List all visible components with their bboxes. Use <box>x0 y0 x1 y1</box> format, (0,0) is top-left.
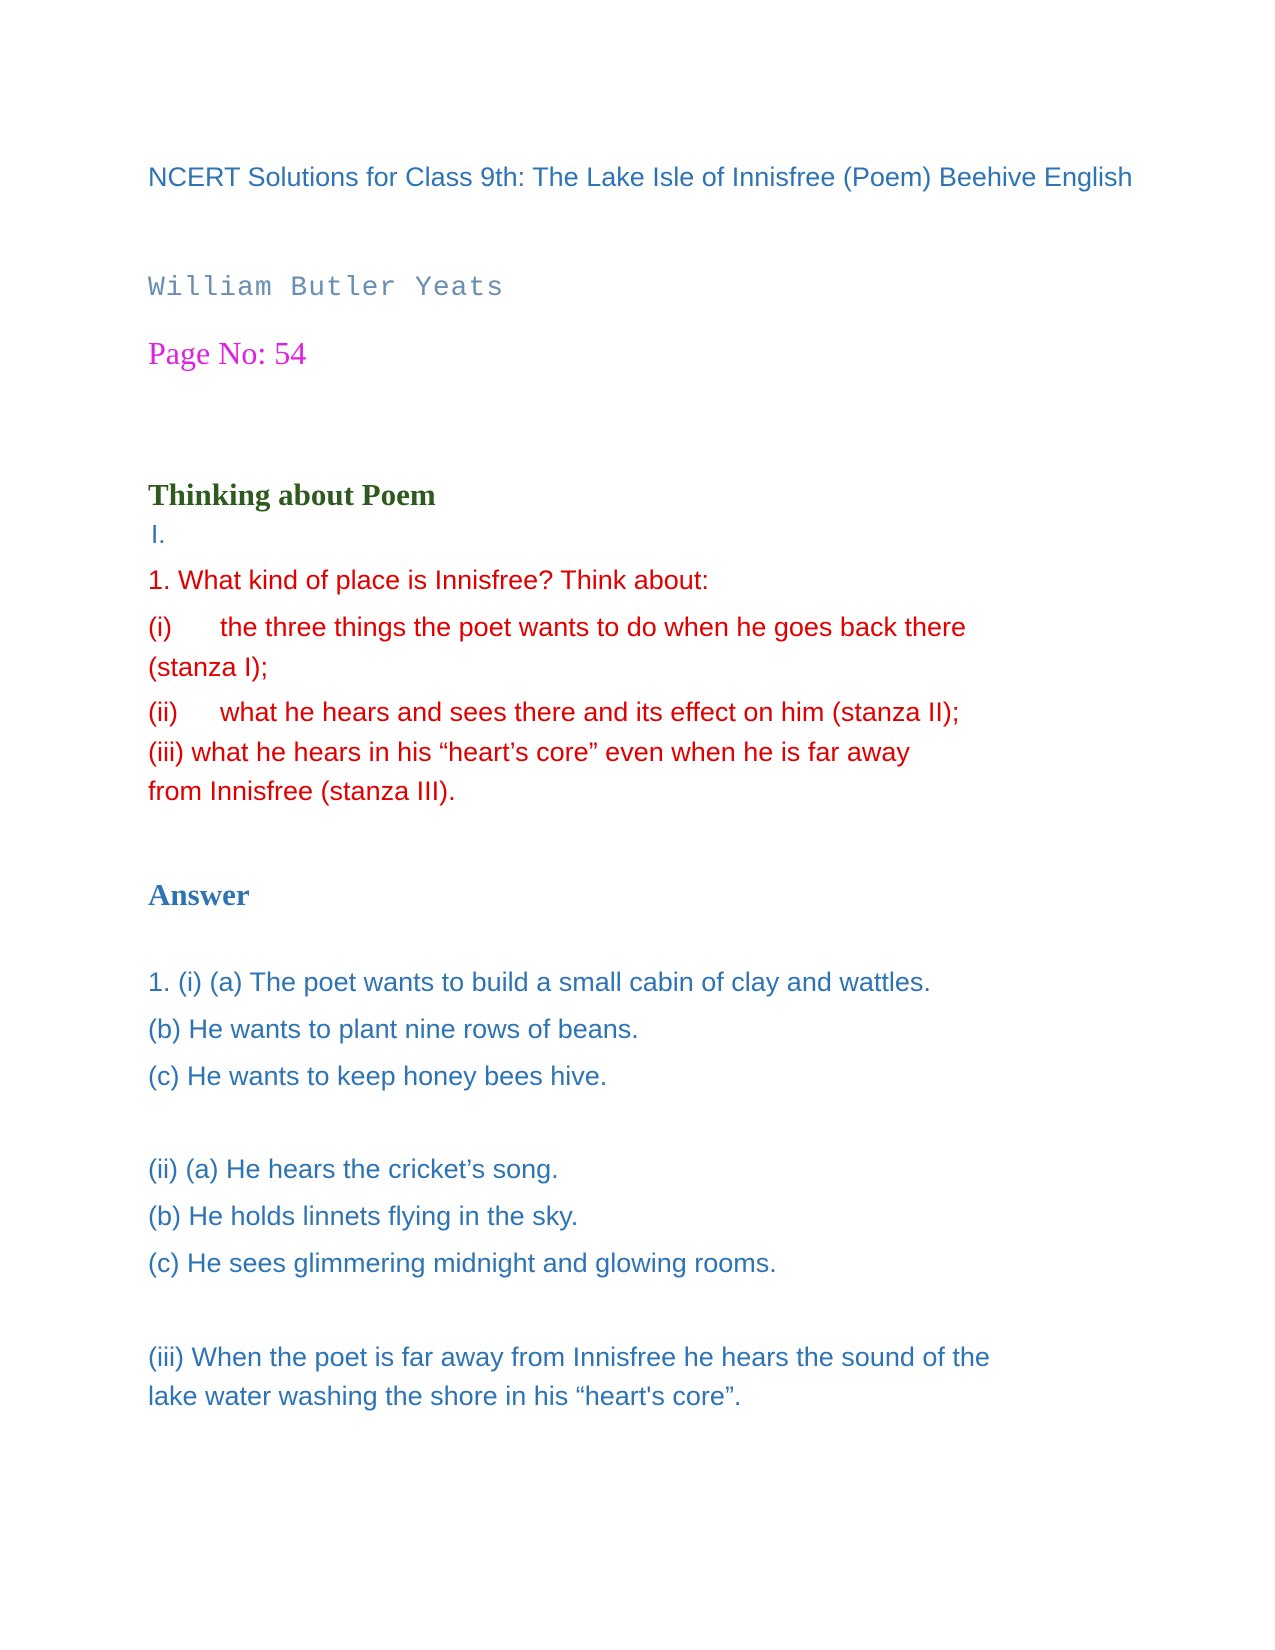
sub-question-iii-continued: from Innisfree (stanza III). <box>148 776 456 806</box>
answer-line: (c) He wants to keep honey bees hive. <box>148 1061 608 1091</box>
document-title: NCERT Solutions for Class 9th: The Lake Isle of Innisfree (Poem) Beehive English <box>148 162 1133 192</box>
sub-question-i-continued: (stanza I); <box>148 652 269 682</box>
sub-question-ii <box>148 692 959 732</box>
answer-line: (b) He holds linnets flying in the sky. <box>148 1201 579 1231</box>
section-heading: Thinking about Poem <box>148 477 436 512</box>
answer-line: lake water washing the shore in his “heart's core”. <box>148 1381 742 1411</box>
sub-question-iii: (iii) what he hears in his “heart’s core” even when he is far away <box>148 737 910 767</box>
sub-question-text: the three things the poet wants to do when he goes back there <box>220 612 967 642</box>
answer-line: (ii) (a) He hears the cricket’s song. <box>148 1154 559 1184</box>
sub-question-text: what he hears and sees there and its effect on him (stanza II); <box>220 697 960 727</box>
answer-line: (iii) When the poet is far away from Innisfree he hears the sound of the <box>148 1342 990 1372</box>
question-1: 1. What kind of place is Innisfree? Think about: <box>148 565 709 595</box>
answer-line: 1. (i) (a) The poet wants to build a small cabin of clay and wattles. <box>148 967 931 997</box>
sub-question-number: (i) <box>148 612 172 642</box>
answer-line: (c) He sees glimmering midnight and glowing rooms. <box>148 1248 777 1278</box>
page-number: Page No: 54 <box>148 335 307 371</box>
author-name: William Butler Yeats <box>148 273 505 304</box>
sub-question-number: (ii) <box>148 697 178 727</box>
answer-line: (b) He wants to plant nine rows of beans. <box>148 1014 639 1044</box>
sub-question-i <box>148 607 966 647</box>
section-roman-numeral: I. <box>151 519 166 549</box>
answer-heading: Answer <box>148 877 250 912</box>
